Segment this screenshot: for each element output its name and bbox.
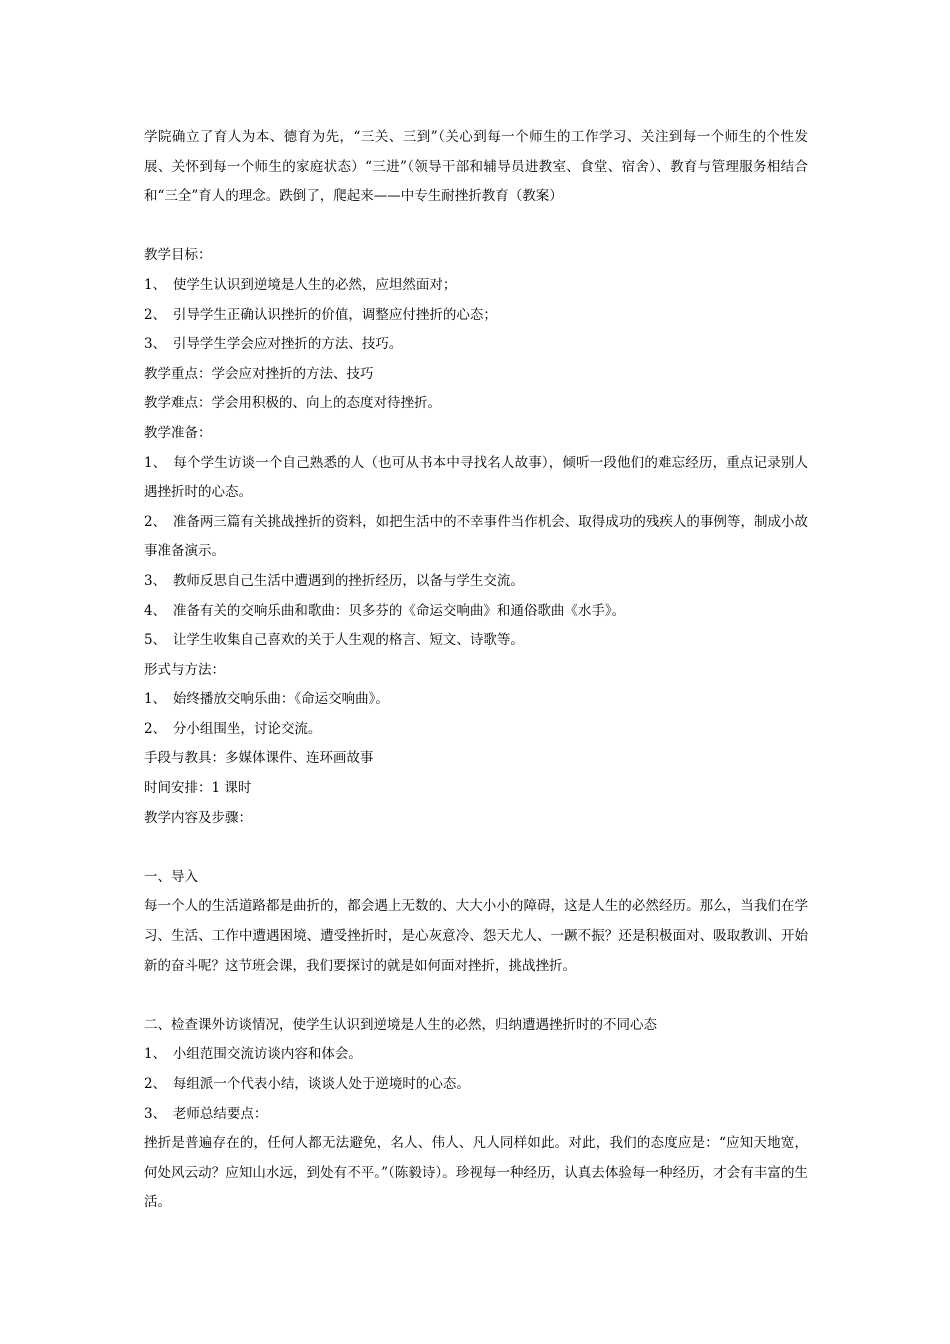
preparation-item: 2、 准备两三篇有关挑战挫折的资料，如把生活中的不幸事件当作机会、取得成功的残疾人的事例等，制成小故事准备演示。 <box>144 513 808 560</box>
objective-item: 2、 引导学生正确认识挫折的价值，调整应付挫折的心态； <box>144 306 497 323</box>
preparation-item: 5、 让学生收集自己喜欢的关于人生观的格言、短文、诗歌等。 <box>144 632 524 649</box>
objectives-heading: 教学目标： <box>144 247 212 264</box>
section2-heading: 二、检查课外访谈情况，使学生认识到逆境是人生的必然，归纳遭遇挫折时的不同心态 <box>144 1016 657 1033</box>
section1-heading: 一、导入 <box>144 868 198 885</box>
key-point: 教学重点：学会应对挫折的方法、技巧 <box>144 365 374 382</box>
preparation-item: 4、 准备有关的交响乐曲和歌曲：贝多芬的《命运交响曲》和通俗歌曲《水手》。 <box>144 602 626 619</box>
objective-item: 1、 使学生认识到逆境是人生的必然，应坦然面对； <box>144 276 457 293</box>
form-method-item: 2、 分小组围坐，讨论交流。 <box>144 720 322 737</box>
tools-line: 手段与教具：多媒体课件、连环画故事 <box>144 750 374 767</box>
preparation-item: 1、 每个学生访谈一个自己熟悉的人（也可从书本中寻找名人故事），倾听一段他们的难忘经历，重点记录别人遇挫折时的心态。 <box>144 454 808 501</box>
intro-paragraph: 学院确立了育人为本、德育为先，“三关、三到”（关心到每一个师生的工作学习、关注到每一个师生的个性发展、关怀到每一个师生的家庭状态）“三进”（领导干部和辅导员进教室、食堂、宿舍）、教育与管理服务相结合和“三全”育人的理念。跌倒了，爬起来——中专生耐挫折教育（教案） <box>144 129 808 205</box>
objective-item: 3、 引导学生学会应对挫折的方法、技巧。 <box>144 336 403 353</box>
spacer <box>144 212 808 242</box>
content-heading: 教学内容及步骤： <box>144 809 252 826</box>
section2-item: 1、 小组范围交流访谈内容和体会。 <box>144 1046 362 1063</box>
difficult-point: 教学难点：学会用积极的、向上的态度对待挫折。 <box>144 395 441 412</box>
spacer <box>144 833 808 863</box>
spacer <box>144 981 808 1011</box>
document-page <box>144 123 808 1218</box>
section1-text: 每一个人的生活道路都是曲折的，都会遇上无数的、大大小小的障碍，这是人生的必然经历。那么，当我们在学习、生活、工作中遭遇困境、遭受挫折时，是心灰意冷、怨天尤人、一蹶不振？还是积极面对、吸取教训、开始新的奋斗呢？这节班会课，我们要探讨的就是如何面对挫折，挑战挫折。 <box>144 898 808 974</box>
time-line: 时间安排：1 课时 <box>144 780 252 797</box>
section2-item: 2、 每组派一个代表小结，谈谈人处于逆境时的心态。 <box>144 1076 470 1092</box>
section2-text: 挫折是普遍存在的，任何人都无法避免，名人、伟人、凡人同样如此。对此，我们的态度应是：“应知天地宽，何处风云动？应知山水远，到处有不平。”（陈毅诗）。珍视每一种经历，认真去体验每一种经历，才会有丰富的生活。 <box>144 1135 808 1211</box>
preparation-item: 3、 教师反思自己生活中遭遇到的挫折经历，以备与学生交流。 <box>144 572 524 589</box>
form-method-item: 1、 始终播放交响乐曲：《命运交响曲》。 <box>144 691 389 708</box>
form-method-heading: 形式与方法： <box>144 661 225 678</box>
section2-item: 3、 老师总结要点： <box>144 1105 268 1122</box>
preparation-heading: 教学准备： <box>144 424 212 441</box>
